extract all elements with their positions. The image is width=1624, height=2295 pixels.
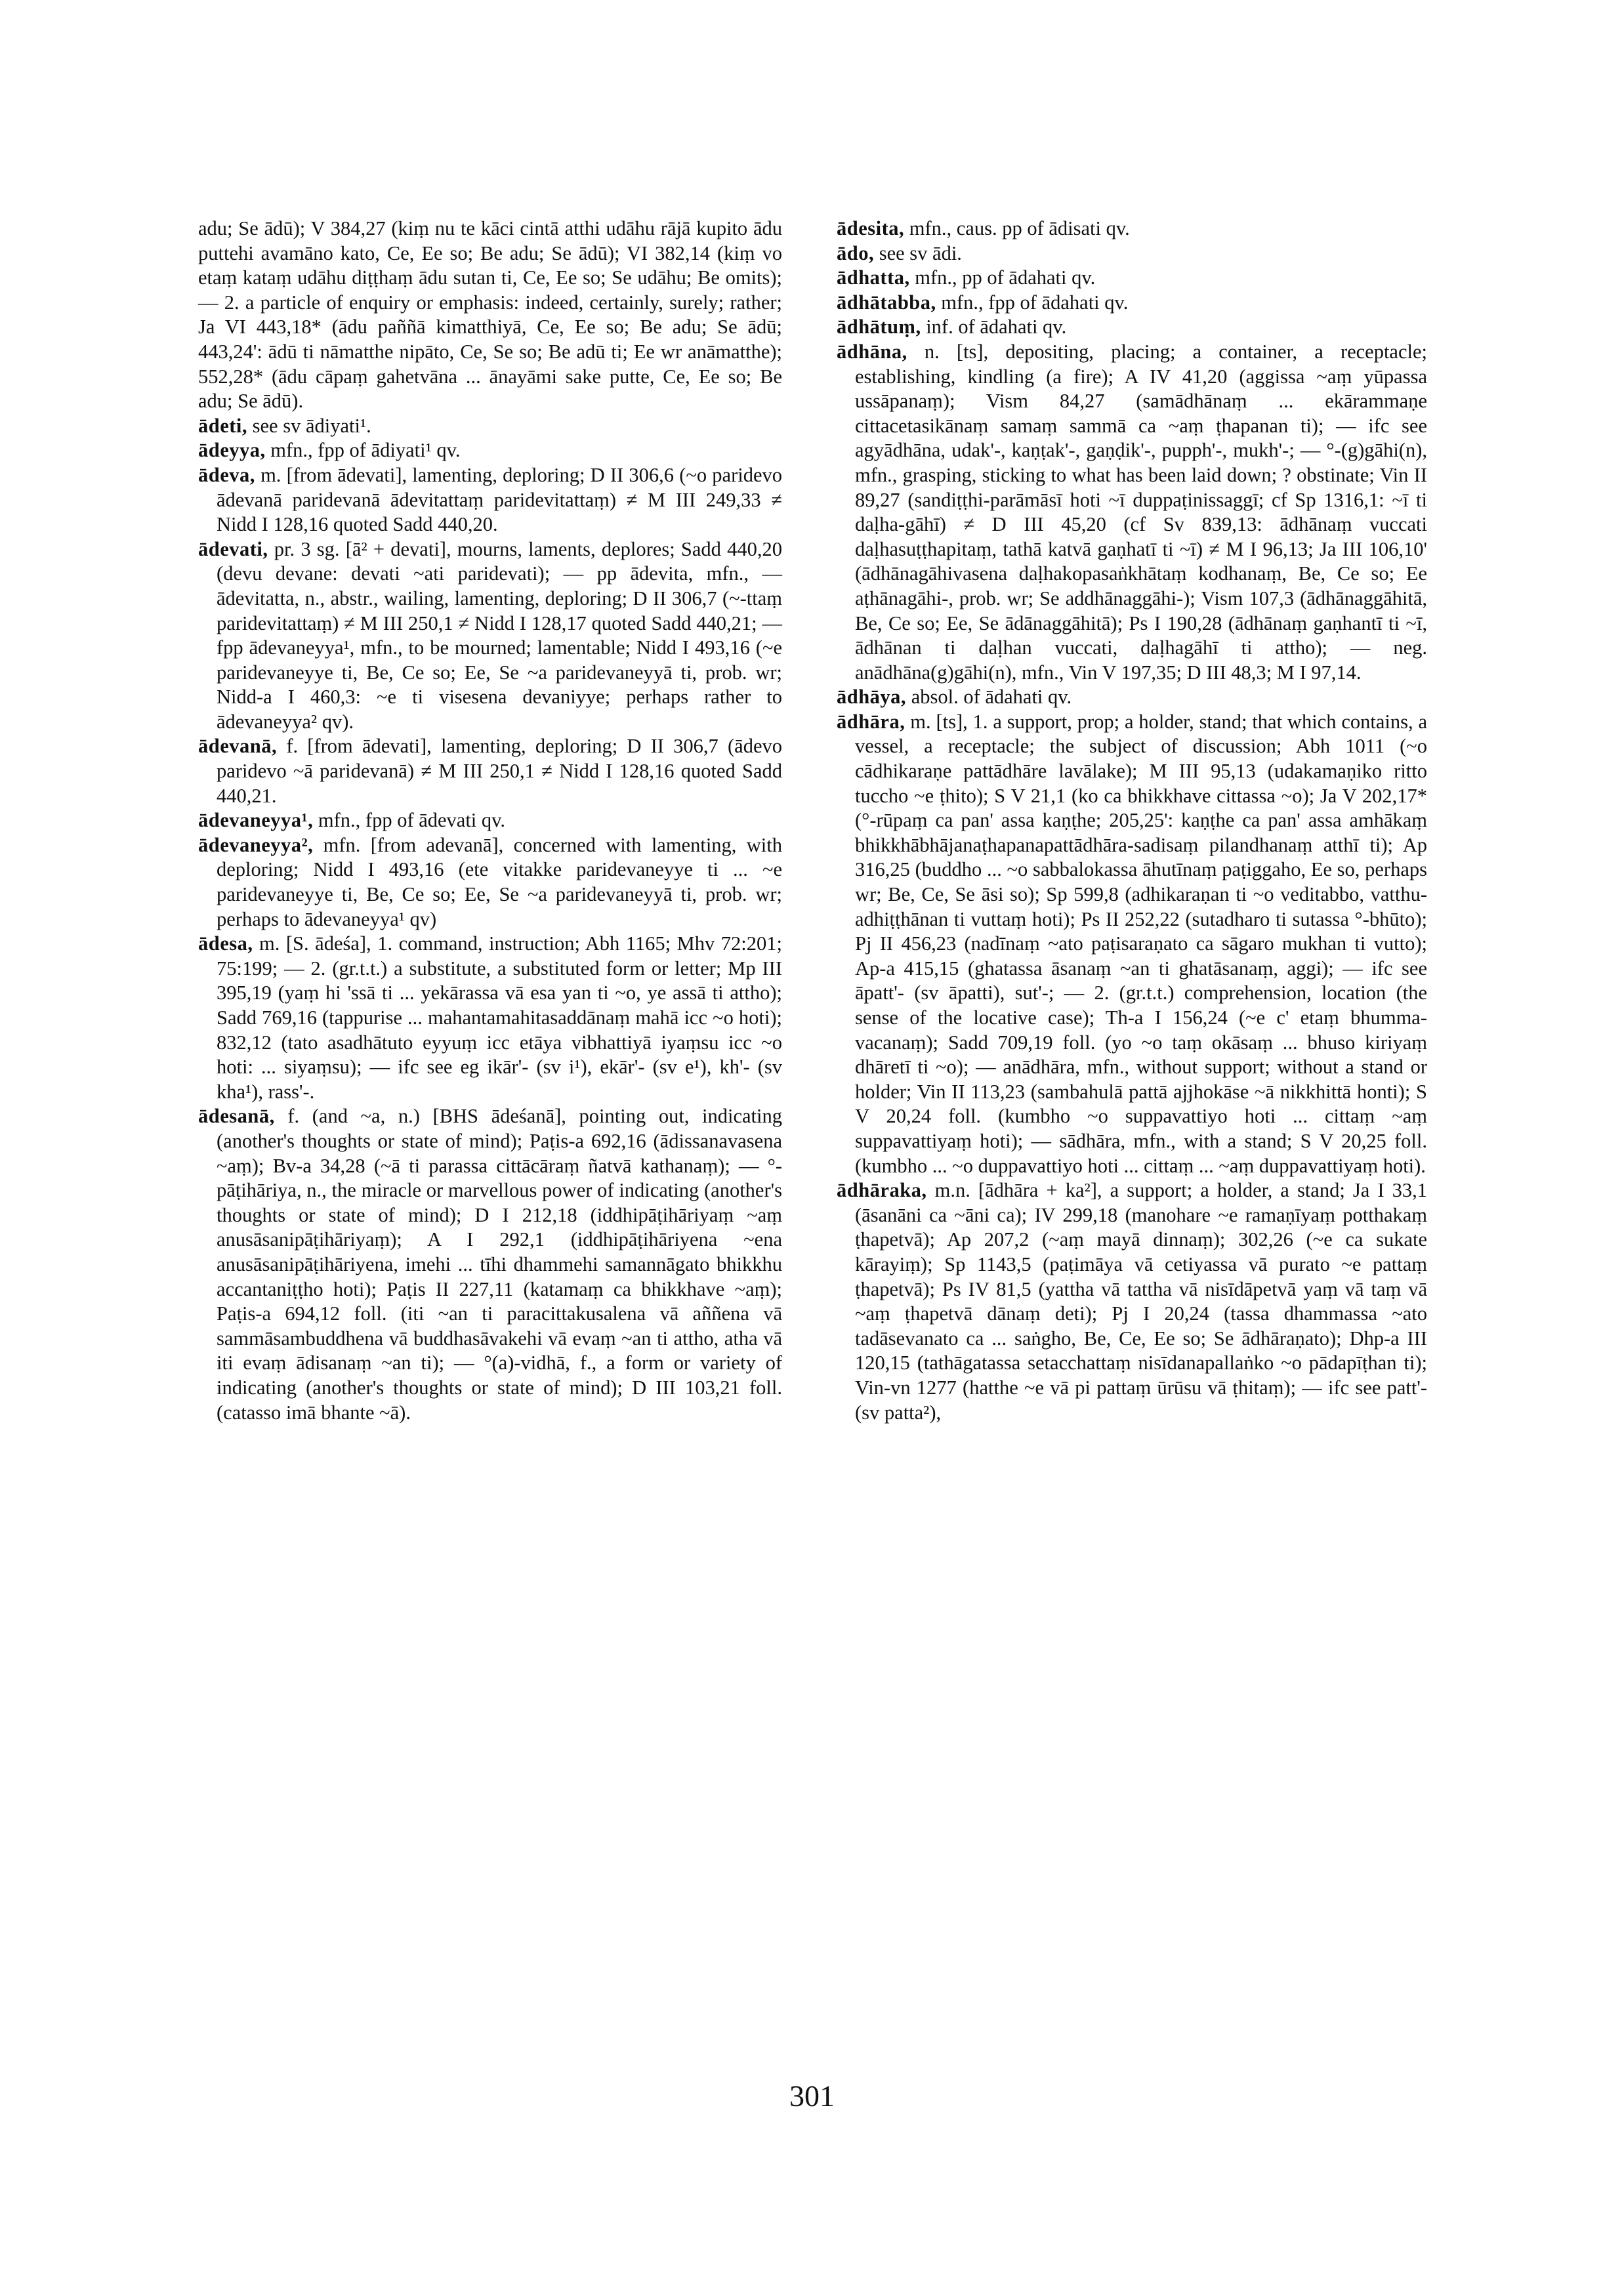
entry-text: f. [from ādevati], lamenting, deploring; D II 306,7 (ādevo paridevo ~ā paridevanā) ≠ M III 250,1 ≠ Nidd I 128,16 quoted Sadd 440,21. bbox=[217, 735, 782, 807]
entry-headword: ādhātuṃ, bbox=[837, 316, 921, 339]
entry-text: m. [from ādevati], lamenting, deploring; D II 306,6 (~o paridevo ādevanā paridevanā ādevitattaṃ paridevitattaṃ) ≠ M III 249,33 ≠ Nidd I 128,16 quoted Sadd 440,20. bbox=[217, 463, 782, 536]
dictionary-entry bbox=[837, 291, 1427, 316]
entry-text: see sv ādiyati¹. bbox=[252, 414, 371, 437]
dictionary-entry bbox=[837, 1178, 1427, 1425]
entry-text: mfn. [from adevanā], concerned with lamenting, with deploring; Nidd I 493,16 (ete vitakke paridevaneyye ti ... ~e paridevaneyye ti, Be, Ce so; Ee, Se ~a paridevaneyyā ti, prob. wr; perhaps to ādevaneyya¹ qv) bbox=[217, 833, 783, 930]
page-number: 301 bbox=[789, 2079, 835, 2113]
entry-text: m.n. [ādhāra + ka²], a support; a holder, a stand; Ja I 33,1 (āsanāni ca ~āni ca); IV 299,18 (manohare ~e ramaṇīyaṃ potthakaṃ ṭhapetvā); Ap 207,2 (~aṃ mayā dinnaṃ); 302,26 (~e ca sukate kārayiṃ); Sp 1143,5 (paṭimāya vā cetiyassa vā purato ~e pattaṃ ṭhapetvā); Ps IV 81,5 (yattha vā tattha vā nisīdāpetvā yaṃ vā taṃ vā ~aṃ ṭhapetvā dānaṃ deti); Pj I 20,24 (tassa dhammassa ~ato tadāsevanato ca ... saṅgho, Be, Ce, Ee so; Se ādhāraṇato); Dhp-a III 120,15 (tathāgatassa setacchattaṃ nisīdanapallaṅko ~o pādapīṭhan ti); Vin-vn 1277 (hatthe ~e vā pi pattaṃ ūrūsu vā ṭhitaṃ); — ifc see patt'- (sv patta²), bbox=[855, 1179, 1428, 1424]
entry-text: absol. of ādahati qv. bbox=[911, 686, 1072, 709]
entry-headword: ādo, bbox=[837, 241, 875, 264]
entry-text: mfn., fpp of ādevati qv. bbox=[318, 809, 506, 832]
dictionary-entry bbox=[198, 463, 782, 537]
entry-text: mfn., pp of ādahati qv. bbox=[915, 266, 1096, 289]
entry-text: m. [ts], 1. a support, prop; a holder, stand; that which contains, a vessel, a receptacle; the subject of discussion; Abh 1011 (~o cādhikaraṇe pattādhāre lavālake); M III 95,13 (udakamaṇiko ritto tuccho ~e ṭhito); S V 21,1 (ko ca bhikkhave cittassa ~o); Ja V 202,17* (°-rūpaṃ ca pan' assa kaṇṭhe; 205,25': kaṇṭhe ca pan' assa amhākaṃ bhikkhābhājanaṭhapanapattādhāra-sadisaṃ pilandhanaṃ atthī ti); Ap 316,25 (buddho ... ~o sabbalokassa āhutīnaṃ paṭiggaho, Ee so, perhaps wr; Be, Ce, Se āsi so); Sp 599,8 (adhikaraṇan ti ~o veditabbo, vatthu-adhiṭṭhānan ti vuttaṃ hoti); Ps II 252,22 (sutadharo ti sutassa °-bhūto); Pj II 456,23 (nadīnaṃ ~ato paṭisaraṇato ca sāgaro mukhan ti vutto); Ap-a 415,15 (ghatassa āsanaṃ ~an ti ghatāsanaṃ, aggi); — ifc see āpatt'- (sv āpatti), sut'-; — 2. (gr.t.t.) comprehension, location (the sense of the locative case); Th-a I 156,24 (~e c' etaṃ bhumma-vacanaṃ); Sadd 709,19 foll. (yo ~o taṃ okāsaṃ ... bhuso kiriyaṃ dhāretī ti ~o); — anādhāra, mfn., without support; without a stand or holder; Vin II 113,23 (sambahulā pattā ajjhokāse ~ā nikkhittā honti); S V 20,24 foll. (kumbho ~o suppavattiyo hoti ... cittaṃ ~aṃ suppavattiyaṃ hoti); — sādhāra, mfn., with a stand; S V 20,25 foll. (kumbho ... ~o duppavattiyo hoti ... cittaṃ ... ~aṃ duppavattiyaṃ hoti). bbox=[855, 710, 1427, 1177]
dictionary-entry bbox=[198, 932, 782, 1104]
entry-headword: ādhāya, bbox=[837, 686, 907, 709]
entry-text: f. (and ~a, n.) [BHS ādeśanā], pointing out, indicating (another's thoughts or state of mind); Paṭis-a 692,16 (ādissanavasena ~aṃ); Bv-a 34,28 (~ā ti parassa cittācāraṃ ñatvā kathanaṃ); — °-pāṭihāriya, n., the miracle or marvellous power of indicating (another's thoughts or state of mind); D I 212,18 (iddhipāṭihāriyaṃ ~aṃ anusāsanipāṭihāriyaṃ); A I 292,1 (iddhipāṭihāriyena ~ena anusāsanipāṭihāriyena, imehi ... tīhi dhammehi samannāgato bhikkhu accantaniṭṭho hoti); Paṭis II 227,11 (katamaṃ ca bhikkhave ~aṃ); Paṭis-a 694,12 foll. (iti ~an ti paracittakusalena vā aññena vā sammāsambuddhena vā buddhasāvakehi vā evaṃ ~an ti attho, atha vā iti evaṃ ādisanaṃ ~an ti); — °(a)-vidhā, f., a form or variety of indicating (another's thoughts or state of mind); D III 103,21 foll. (catasso imā bhante ~ā). bbox=[217, 1105, 783, 1424]
entry-headword: ādhāna, bbox=[837, 340, 907, 363]
entry-text: inf. of ādahati qv. bbox=[926, 316, 1067, 339]
entry-text: adu; Se ādū); V 384,27 (kiṃ nu te kāci cintā atthi udāhu rājā kupito ādu puttehi avamāno kato, Ce, Ee so; Be adu; Se ādū); VI 382,14 (kiṃ vo etaṃ kataṃ udāhu diṭṭhaṃ ādu sutan ti, Ce, Ee so; Se udāhu; Be omits); — 2. a particle of enquiry or emphasis: indeed, certainly, surely; rather; Ja VI 443,18* (ādu paññā kimatthiyā, Ce, Ee so; Be adu; Se ādū; 443,24': ādū ti nāmatthe nipāto, Ce, Se so; Be adū ti; Ee wr anāmatthe); 552,28* (ādu cāpaṃ gahetvāna ... ānayāmi sake putte, Ce, Ee so; Be adu; Se ādū). bbox=[198, 217, 782, 413]
entry-headword: ādhatta, bbox=[837, 266, 910, 289]
entry-headword: ādhāra, bbox=[837, 710, 906, 733]
dictionary-entry bbox=[837, 266, 1427, 291]
entry-text: mfn., fpp of ādahati qv. bbox=[941, 291, 1129, 314]
entry-headword: ādhātabba, bbox=[837, 291, 936, 314]
right-column bbox=[837, 217, 1427, 1425]
dictionary-entry bbox=[837, 685, 1427, 710]
entry-headword: ādeva, bbox=[198, 463, 255, 486]
dictionary-entry bbox=[198, 438, 782, 463]
dictionary-entry bbox=[837, 241, 1427, 266]
entry-headword: ādevaneyya², bbox=[198, 833, 314, 856]
entry-text: see sv ādi. bbox=[879, 241, 962, 264]
entry-text: mfn., fpp of ādiyati¹ qv. bbox=[270, 439, 461, 462]
entry-headword: ādesa, bbox=[198, 932, 253, 955]
dictionary-entry bbox=[198, 414, 782, 439]
entry-text: m. [S. ādeśa], 1. command, instruction; Abh 1165; Mhv 72:201; 75:199; — 2. (gr.t.t.) a substitute, a substituted form or letter; Mp III 395,19 (yaṃ hi 'ssā ti ... yekārassa vā esa yan ti ~o, ye assā ti attho); Sadd 769,16 (tappurise ... mahantamahitasaddānaṃ mahā icc ~o hoti); 832,12 (tato asadhātuto eyyuṃ icc etāya vibhattiyā iyaṃsu icc ~o hoti: ... siyaṃsu); — ifc see eg ikār'- (sv i¹), ekār'- (sv e¹), kh'- (sv kha¹), rass'-. bbox=[217, 932, 783, 1103]
dictionary-entry bbox=[198, 734, 782, 808]
dictionary-entry bbox=[198, 537, 782, 735]
entry-text: mfn., caus. pp of ādisati qv. bbox=[909, 217, 1130, 239]
left-column bbox=[198, 217, 782, 1425]
dictionary-entry bbox=[198, 217, 782, 414]
dictionary-entry bbox=[837, 710, 1427, 1178]
entry-text: pr. 3 sg. [ā² + devati], mourns, laments, deplores; Sadd 440,20 (devu devane: devati ~ati paridevati); — pp ādevita, mfn., — ādevitatta, n., abstr., wailing, lamenting, deploring; D II 306,7 (~-ttaṃ paridevitattaṃ) ≠ M III 250,1 ≠ Nidd I 128,17 quoted Sadd 440,21; — fpp ādevaneyya¹, mfn., to be mourned; lamentable; Nidd I 493,16 (~e paridevaneyye ti, Be, Ce so; Ee, Se ~a paridevaneyyā ti, prob. wr; Nidd-a I 460,3: ~e ti visesena devaniyye; perhaps rather to ādevaneyya² qv). bbox=[217, 537, 782, 733]
entry-headword: ādevati, bbox=[198, 537, 268, 560]
entry-headword: ādhāraka, bbox=[837, 1179, 927, 1202]
dictionary-entry bbox=[837, 315, 1427, 340]
dictionary-entry bbox=[198, 1104, 782, 1425]
entry-headword: ādesanā, bbox=[198, 1105, 275, 1128]
entry-headword: ādesita, bbox=[837, 217, 905, 239]
dictionary-entry bbox=[837, 217, 1427, 241]
entry-text: n. [ts], depositing, placing; a container, a receptacle; establishing, kindling (a fire); A IV 41,20 (aggissa ~aṃ yūpassa ussāpanaṃ); Vism 84,27 (samādhānaṃ ... ekārammaṇe cittacetasikānaṃ samaṃ sammā ca ~aṃ ṭhapanan ti); — ifc see agyādhāna, udak'-, kaṇṭak'-, gaṇḍik'-, pupph'-, mukh'-; — °-(g)gāhi(n), mfn., grasping, sticking to what has been laid down; ? obstinate; Vin II 89,27 (sandiṭṭhi-parāmāsī hoti ~ī duppaṭinissaggī; cf Sp 1316,1: ~ī ti daḷha-gāhī) ≠ D III 45,20 (cf Sv 839,13: ādhānaṃ vuccati daḷhasuṭṭhapitaṃ, tathā katvā gaṇhatī ti ~ī) ≠ M I 96,13; Ja III 106,10' (ādhānagāhivasena daḷhakopasaṅkhātaṃ kodhanaṃ, Be, Ce so; Ee aṭhānagāhi-, prob. wr; Se addhānaggāhi-); Vism 107,3 (ādhānaggāhitā, Be, Ce so; Ee, Se ādānaggāhitā); Ps I 190,28 (ādhānaṃ gaṇhantī ti ~ī, ādhānan ti daḷhan vuccati, daḷhagāhī ti attho); — neg. anādhāna(g)gāhi(n), mfn., Vin V 197,35; D III 48,3; M I 97,14. bbox=[855, 340, 1427, 684]
entry-headword: ādeti, bbox=[198, 414, 248, 437]
dictionary-entry bbox=[198, 808, 782, 833]
dictionary-entry bbox=[837, 340, 1427, 685]
dictionary-entry bbox=[198, 833, 782, 932]
entry-headword: ādeyya, bbox=[198, 439, 266, 462]
entry-headword: ādevaneyya¹, bbox=[198, 809, 314, 832]
entry-headword: ādevanā, bbox=[198, 735, 278, 758]
